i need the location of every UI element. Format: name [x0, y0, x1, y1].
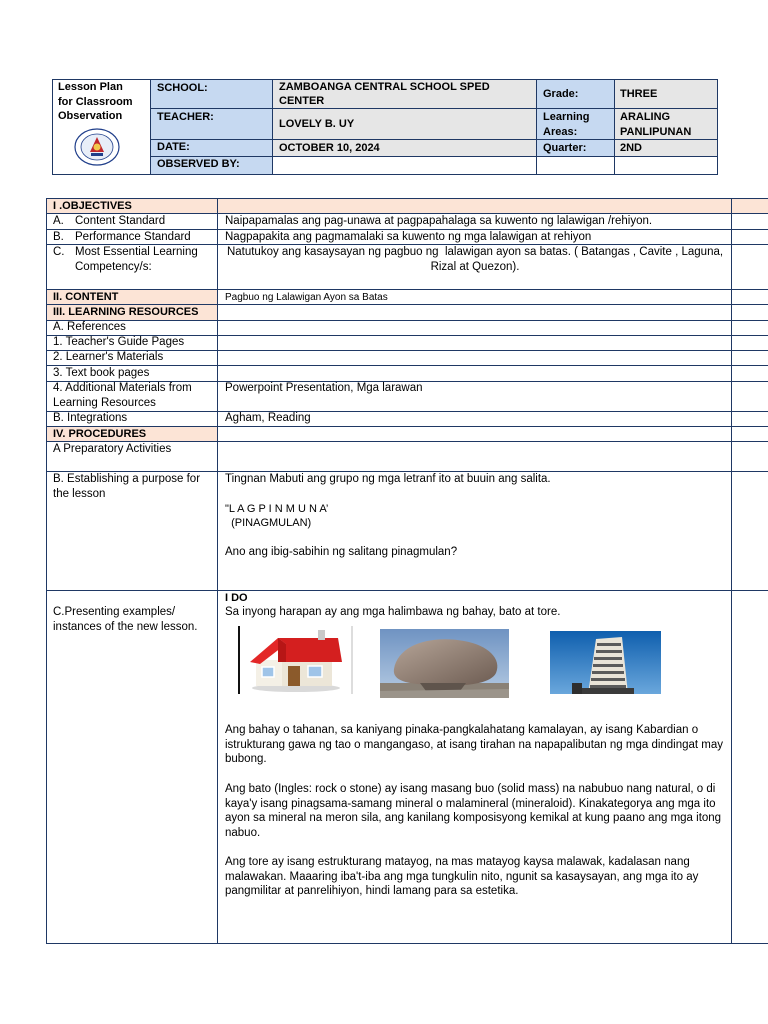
resources-heading: III. LEARNING RESOURCES	[53, 306, 199, 318]
purpose-line-3: (PINAGMULAN)	[225, 517, 312, 529]
date-value: OCTOBER 10, 2024	[279, 142, 380, 154]
para-tore: Ang tore ay isang estrukturang matayog, na mas matayog kaysa malawak, kadalasan nang malawakan. Maaaring iba't-iba ang mga tungkulin nito, ngunit sa kasaysayan, ang mga ito ay pangmilitar at panrelihiyon, hindi lamang para sa estetika.	[225, 856, 702, 897]
observed-by-label: OBSERVED BY:	[157, 158, 240, 170]
integrations-label: B. Integrations	[53, 412, 128, 424]
presenting-label: C.Presenting examples/ instances of the new lesson.	[53, 606, 198, 633]
quarter-value: 2ND	[620, 142, 643, 154]
purpose-label: B. Establishing a purpose for the lesson	[53, 473, 204, 500]
grade-value: THREE	[620, 88, 658, 100]
tower-image	[550, 631, 661, 694]
preparatory-label: A Preparatory Activities	[53, 443, 172, 455]
lesson-plan-label: Lesson Plan for Classroom Observation	[58, 81, 136, 122]
ido-label: I DO	[225, 592, 248, 604]
learning-areas-value: ARALING PANLIPUNAN	[620, 111, 692, 138]
grade-label: Grade:	[543, 88, 579, 100]
rock-image	[380, 629, 509, 698]
school-label: SCHOOL:	[157, 82, 208, 94]
ido-intro: Sa inyong harapan ay ang mga halimbawa ng bahay, bato at tore.	[225, 606, 561, 618]
content-standard-letter: A.	[53, 215, 64, 227]
teacher-value: LOVELY B. UY	[279, 118, 355, 130]
content-standard-label: Content Standard	[75, 215, 166, 227]
performance-standard-label: Performance Standard	[75, 231, 191, 243]
para-bato: Ang bato (Ingles: rock o stone) ay isang masang buo (solid mass) na nabubuo nang natural, o di kaya'y isang pinagsama-samang mineral o malamineral (mineraloid). Kinakategorya ang mga ito ayon sa mineral na meron sila, ang kanilang komposisyong kemikal at kung paano ang mga itong nabuo.	[225, 783, 725, 839]
purpose-line-1: Tingnan Mabuti ang grupo ng mga letranf ito at buuin ang salita.	[225, 473, 551, 485]
house-image	[238, 626, 354, 694]
teachers-guide-label: 1. Teacher's Guide Pages	[53, 336, 185, 348]
melc-value: Natutukoy ang kasaysayan ng pagbuo ng lalawigan ayon sa batas. ( Batangas , Cavite , Laguna, Rizal at Quezon).	[226, 246, 727, 273]
additional-materials-value: Powerpoint Presentation, Mga larawan	[225, 382, 423, 394]
performance-standard-value: Nagpapakita ang pagmamalaki sa kuwento ng mga lalawigan at rehiyon	[225, 231, 592, 243]
date-label: DATE:	[157, 141, 190, 153]
integrations-value: Agham, Reading	[225, 412, 311, 424]
content-value: Pagbuo ng Lalawigan Ayon sa Batas	[225, 292, 388, 303]
content-heading: II. CONTENT	[53, 291, 119, 303]
school-value: ZAMBOANGA CENTRAL SCHOOL SPED CENTER	[279, 81, 493, 107]
procedures-heading: IV. PROCEDURES	[53, 428, 147, 440]
deped-seal	[74, 128, 120, 166]
quarter-label: Quarter:	[543, 142, 587, 154]
purpose-line-2: "L A G P I N M U N A’	[225, 503, 329, 515]
references-label: A. References	[53, 321, 126, 333]
purpose-line-4: Ano ang ibig-sabihin ng salitang pinagmulan?	[225, 546, 458, 558]
para-bahay: Ang bahay o tahanan, sa kaniyang pinaka-pangkalahatang kamalayan, ay isang Kabardian o istrukturang gawa ng tao o mangangaso, at isang tirahan na napapalibutan ng mga dindingat may bubong.	[225, 724, 727, 765]
content-standard-value: Naipapamalas ang pag-unawa at pagpapahalaga sa kuwento ng lalawigan /rehiyon.	[225, 215, 653, 227]
learning-areas-label: Learning Areas:	[543, 111, 593, 138]
learners-materials-label: 2. Learner's Materials	[53, 351, 164, 363]
additional-materials-label: 4. Additional Materials from Learning Resources	[53, 382, 195, 409]
text-book-label: 3. Text book pages	[53, 367, 150, 379]
melc-letter: C.	[53, 246, 65, 258]
objectives-heading: I .OBJECTIVES	[53, 200, 132, 212]
melc-label: Most Essential Learning Competency/s:	[75, 246, 201, 273]
performance-standard-letter: B.	[53, 231, 64, 243]
teacher-label: TEACHER:	[157, 111, 214, 123]
